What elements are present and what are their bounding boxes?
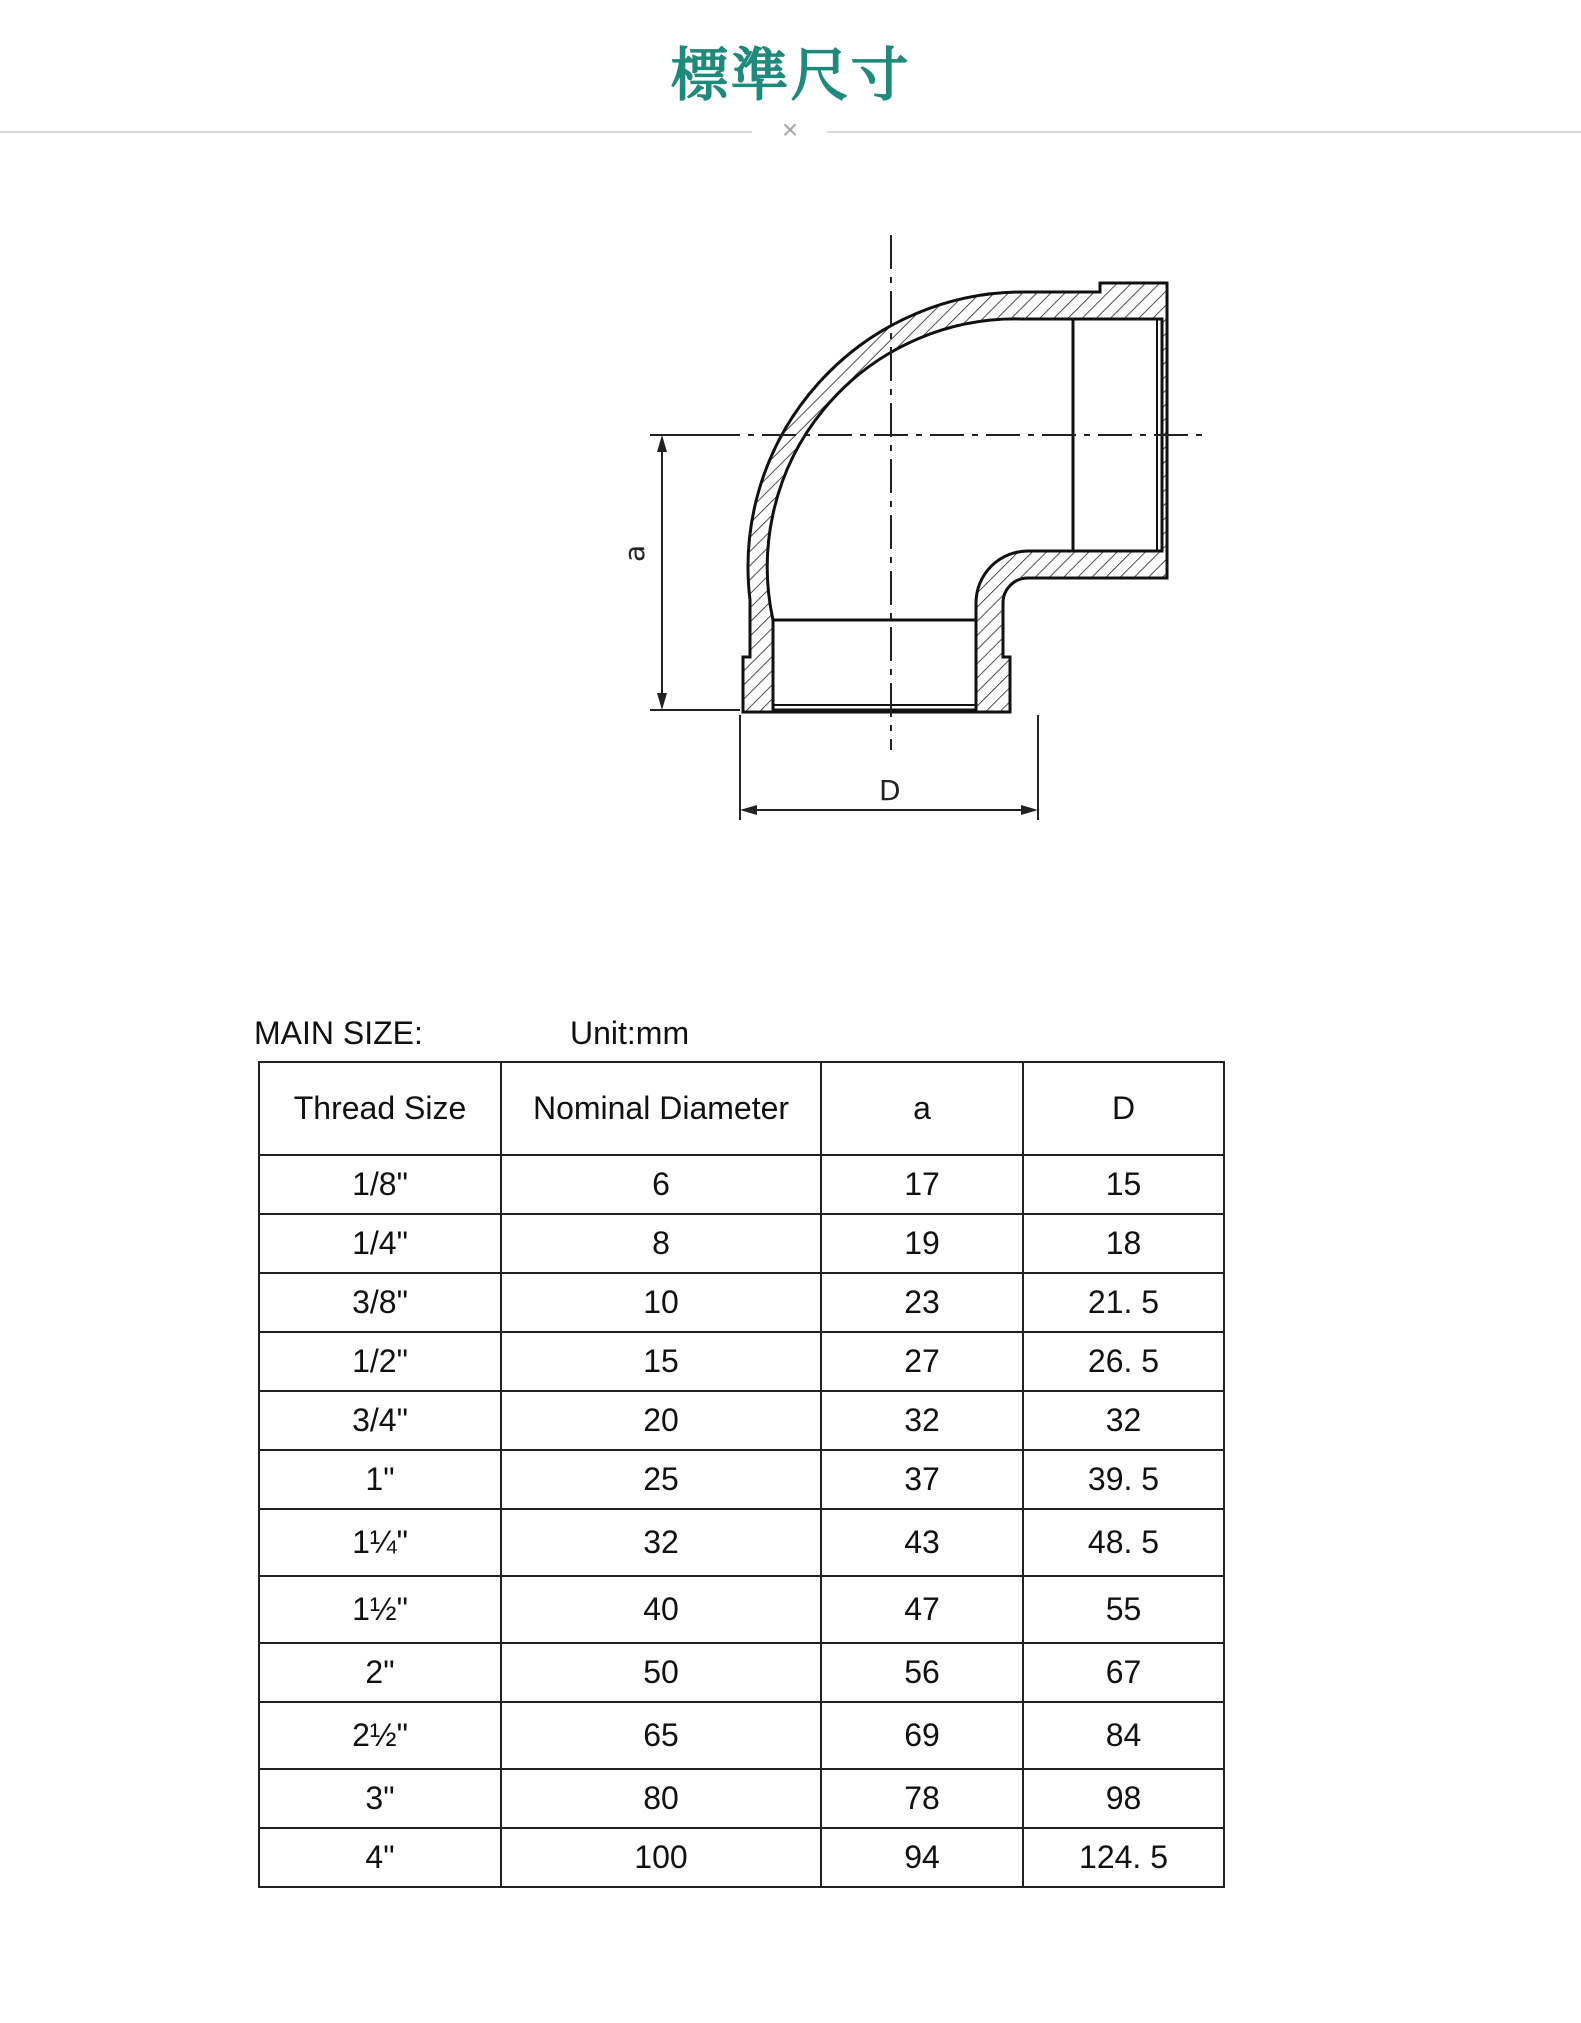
cell-nominal-diameter: 100 — [501, 1828, 821, 1887]
elbow-fitting-drawing — [600, 220, 1240, 840]
cell-a: 47 — [821, 1576, 1023, 1643]
dim-a-label: a — [618, 544, 651, 562]
table-row — [259, 1769, 1224, 1828]
table-row — [259, 1332, 1224, 1391]
cell-nominal-diameter: 40 — [501, 1576, 821, 1643]
dim-D-label: D — [879, 774, 901, 807]
cell-a: 37 — [821, 1450, 1023, 1509]
cell-D: 98 — [1023, 1769, 1224, 1828]
cell-D: 124. 5 — [1023, 1828, 1224, 1887]
table-row — [259, 1828, 1224, 1887]
cell-D: 18 — [1023, 1214, 1224, 1273]
table-row — [259, 1450, 1224, 1509]
table-row — [259, 1509, 1224, 1576]
cell-a: 19 — [821, 1214, 1023, 1273]
header-a: a — [821, 1062, 1023, 1155]
cell-thread-size: 2½" — [259, 1702, 501, 1769]
dimensions-table — [258, 1061, 1225, 1888]
cell-D: 26. 5 — [1023, 1332, 1224, 1391]
bottom-thread-bore — [773, 620, 976, 710]
table-row — [259, 1273, 1224, 1332]
cell-a: 17 — [821, 1155, 1023, 1214]
cell-nominal-diameter: 32 — [501, 1509, 821, 1576]
cell-thread-size: 1¼" — [259, 1509, 501, 1576]
cell-D: 55 — [1023, 1576, 1224, 1643]
page-header — [0, 0, 1581, 150]
cell-a: 69 — [821, 1702, 1023, 1769]
divider-cross-icon: × — [781, 114, 799, 145]
cell-D: 39. 5 — [1023, 1450, 1224, 1509]
cell-nominal-diameter: 15 — [501, 1332, 821, 1391]
cell-thread-size: 3/4" — [259, 1391, 501, 1450]
title-divider-right — [827, 131, 1581, 133]
header-nominal-diameter: Nominal Diameter — [501, 1062, 821, 1155]
cell-nominal-diameter: 8 — [501, 1214, 821, 1273]
cell-a: 32 — [821, 1391, 1023, 1450]
cell-a: 56 — [821, 1643, 1023, 1702]
cell-thread-size: 1" — [259, 1450, 501, 1509]
cell-a: 23 — [821, 1273, 1023, 1332]
cell-thread-size: 2" — [259, 1643, 501, 1702]
cell-a: 78 — [821, 1769, 1023, 1828]
cell-nominal-diameter: 65 — [501, 1702, 821, 1769]
header-D: D — [1023, 1062, 1224, 1155]
dim-D-arrow-left — [740, 805, 757, 815]
header-thread-size: Thread Size — [259, 1062, 501, 1155]
cell-nominal-diameter: 6 — [501, 1155, 821, 1214]
cell-D: 48. 5 — [1023, 1509, 1224, 1576]
cell-a: 43 — [821, 1509, 1023, 1576]
cell-thread-size: 3/8" — [259, 1273, 501, 1332]
cell-D: 15 — [1023, 1155, 1224, 1214]
table-row — [259, 1576, 1224, 1643]
cell-thread-size: 1½" — [259, 1576, 501, 1643]
cell-thread-size: 1/8" — [259, 1155, 501, 1214]
cell-nominal-diameter: 80 — [501, 1769, 821, 1828]
dim-D-arrow-right — [1021, 805, 1038, 815]
title-divider-left — [0, 131, 752, 133]
cell-a: 94 — [821, 1828, 1023, 1887]
unit-caption: Unit:mm — [570, 1015, 690, 1051]
cell-thread-size: 1/2" — [259, 1332, 501, 1391]
cell-nominal-diameter: 50 — [501, 1643, 821, 1702]
table-row — [259, 1391, 1224, 1450]
cell-nominal-diameter: 20 — [501, 1391, 821, 1450]
cell-a: 27 — [821, 1332, 1023, 1391]
table-row — [259, 1155, 1224, 1214]
table-header-row — [259, 1062, 1224, 1155]
cell-nominal-diameter: 10 — [501, 1273, 821, 1332]
cell-D: 21. 5 — [1023, 1273, 1224, 1332]
cell-D: 84 — [1023, 1702, 1224, 1769]
cell-thread-size: 3" — [259, 1769, 501, 1828]
page-title: 標準尺寸 — [670, 41, 911, 109]
table-row — [259, 1643, 1224, 1702]
cell-D: 67 — [1023, 1643, 1224, 1702]
table-row — [259, 1702, 1224, 1769]
cell-D: 32 — [1023, 1391, 1224, 1450]
cell-thread-size: 4" — [259, 1828, 501, 1887]
cell-nominal-diameter: 25 — [501, 1450, 821, 1509]
table-row — [259, 1214, 1224, 1273]
dim-a-arrow-top — [657, 435, 667, 452]
dim-a-arrow-bottom — [657, 693, 667, 710]
main-size-caption: MAIN SIZE: — [254, 1015, 423, 1051]
cell-thread-size: 1/4" — [259, 1214, 501, 1273]
